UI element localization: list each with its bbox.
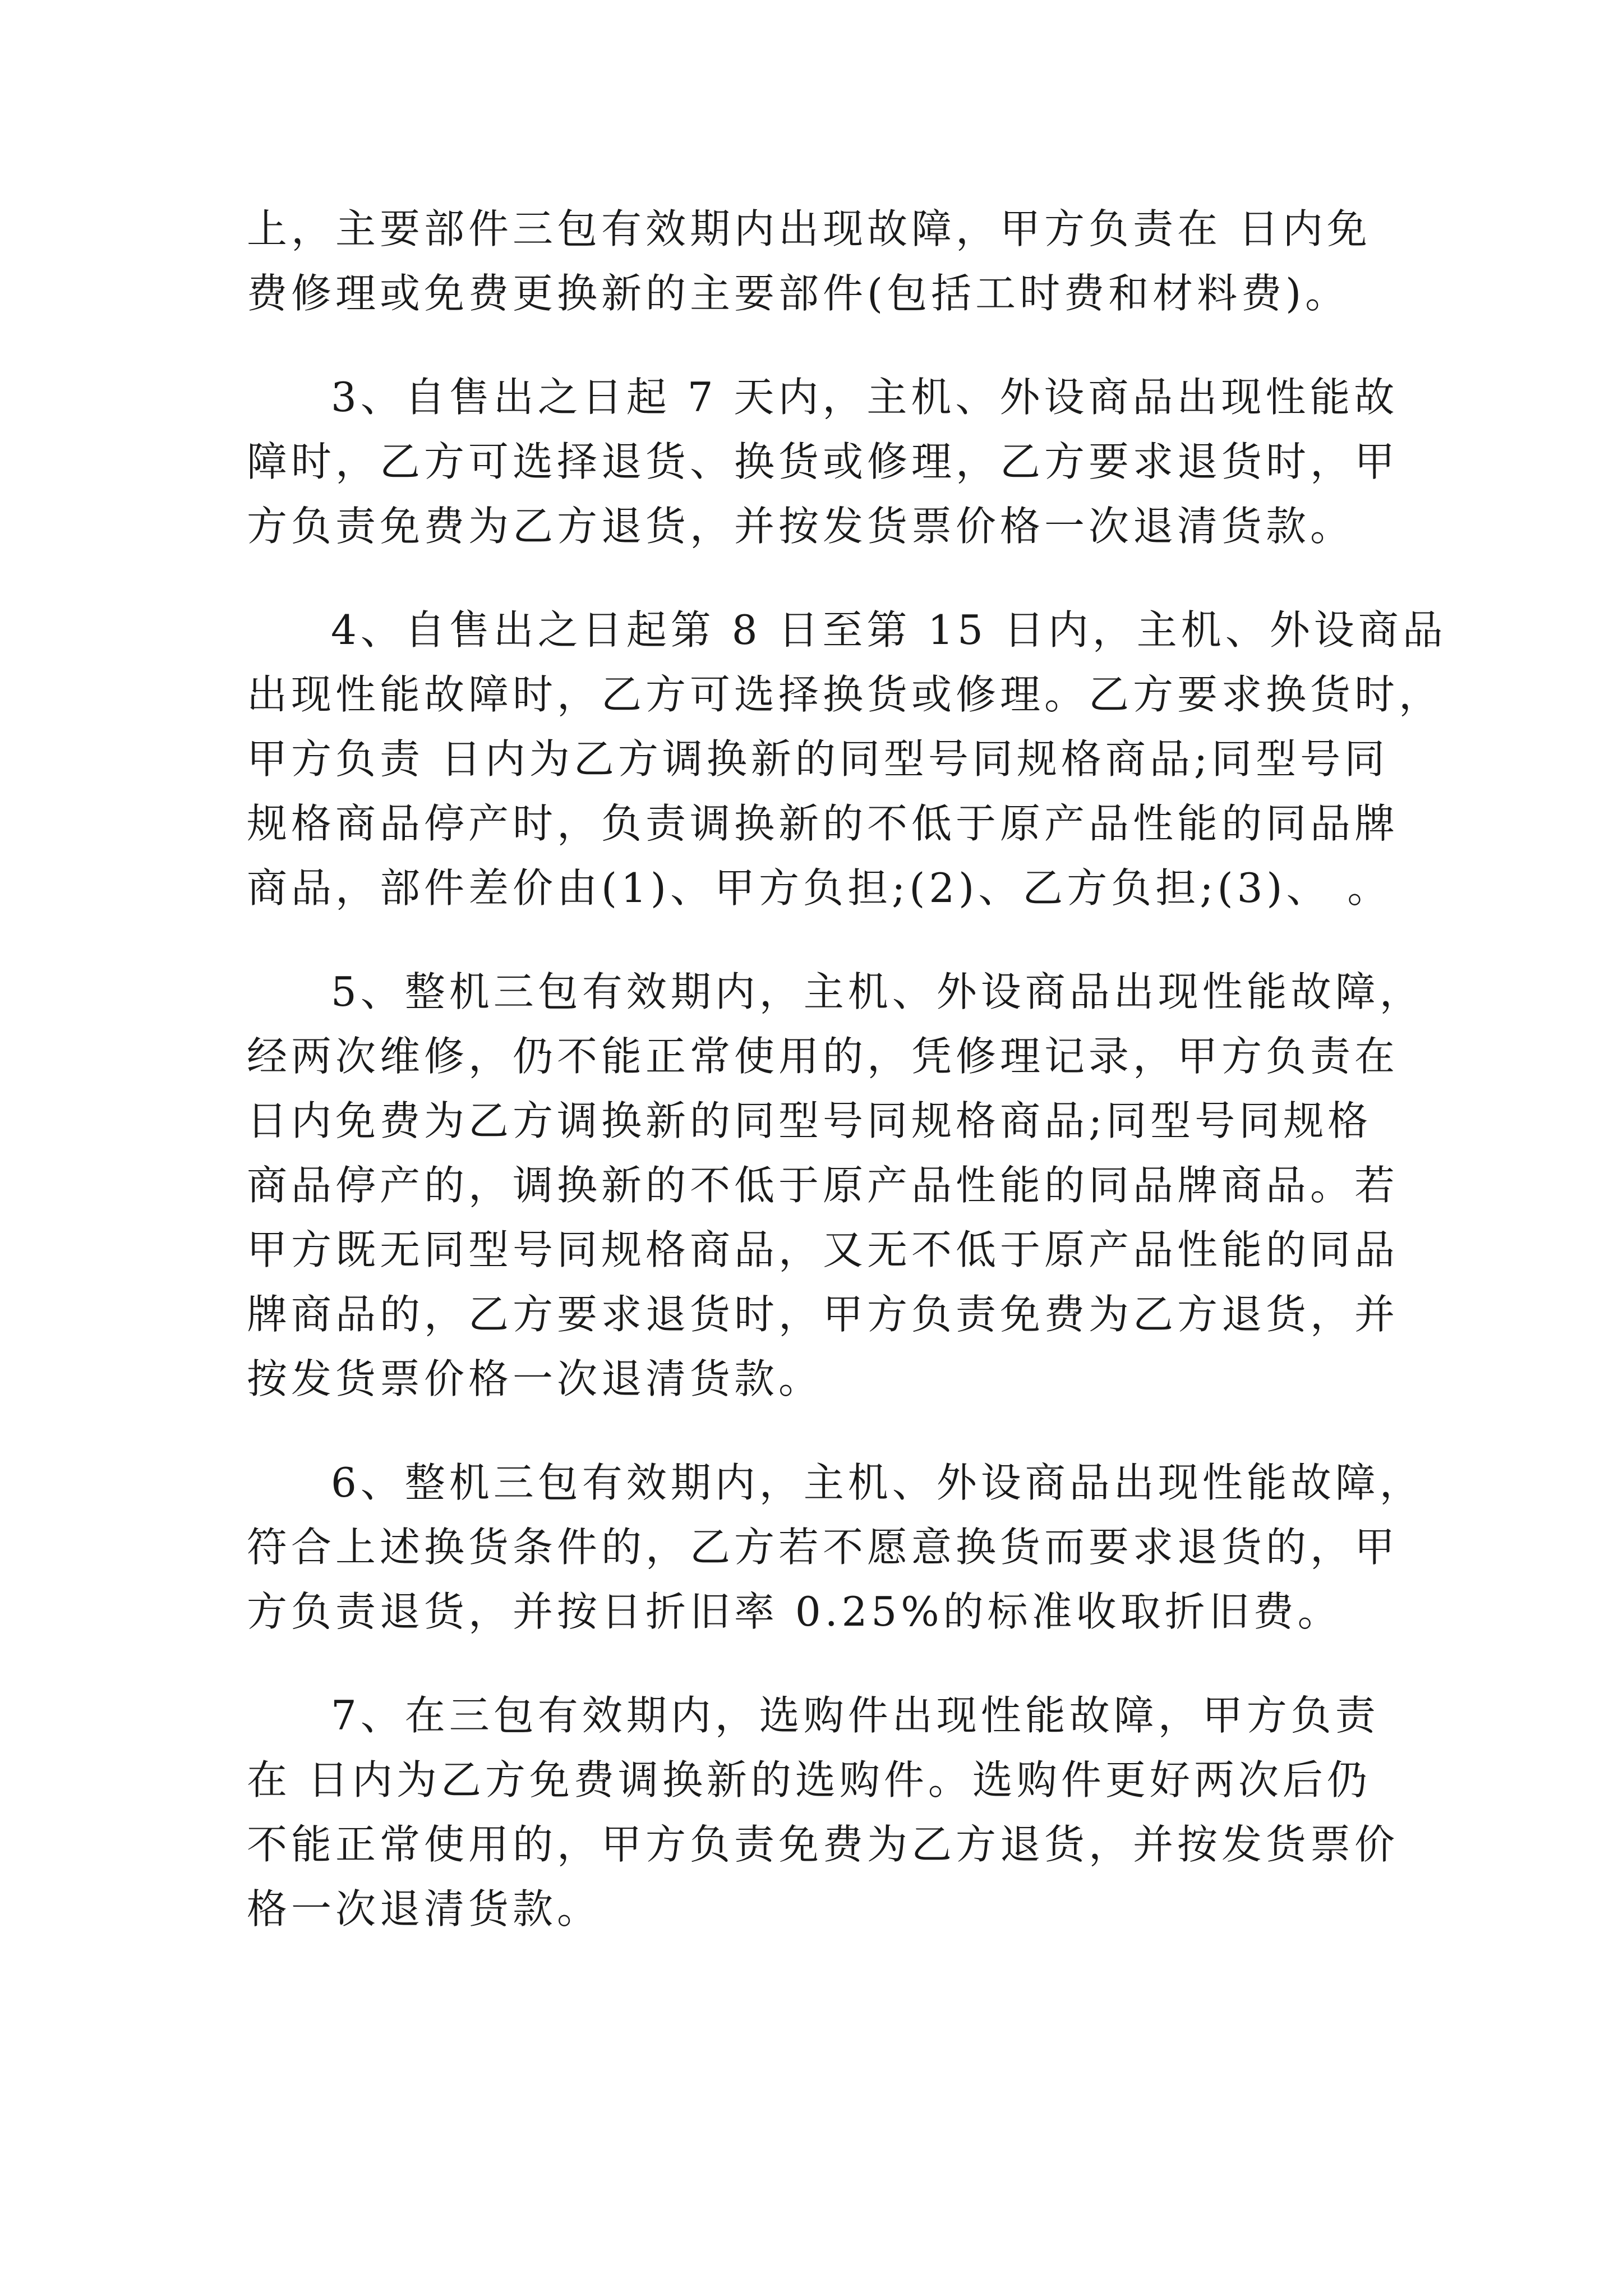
text-line: 上，主要部件三包有效期内出现故障，甲方负责在 日内免 — [247, 205, 1371, 252]
text-line: 3、自售出之日起 7 天内，主机、外设商品出现性能故 — [331, 374, 1399, 421]
text-line: 方负责退货，并按日折旧率 0.25%的标准收取折旧费。 — [247, 1588, 1342, 1635]
text-line: 在 日内为乙方免费调换新的选购件。选购件更好两次后仍 — [247, 1756, 1371, 1803]
text-line: 7、在三包有效期内，选购件出现性能故障，甲方负责 — [331, 1692, 1380, 1739]
text-line: 商品，部件差价由(1)、甲方负担;(2)、乙方负担;(3)、 。 — [247, 864, 1392, 912]
text-line: 符合上述换货条件的，乙方若不愿意换货而要求退货的，甲 — [247, 1524, 1399, 1571]
text-line: 障时，乙方可选择退货、换货或修理，乙方要求退货时，甲 — [247, 438, 1399, 485]
text-line: 不能正常使用的，甲方负责免费为乙方退货，并按发货票价 — [247, 1821, 1399, 1868]
text-line: 日内免费为乙方调换新的同型号同规格商品;同型号同规格 — [247, 1097, 1372, 1144]
text-line: 4、自售出之日起第 8 日至第 15 日内，主机、外设商品 — [331, 606, 1447, 654]
text-line: 甲方既无同型号同规格商品，又无不低于原产品性能的同品 — [247, 1226, 1399, 1273]
text-line: 牌商品的，乙方要求退货时，甲方负责免费为乙方退货，并 — [247, 1291, 1399, 1338]
text-line: 商品停产的，调换新的不低于原产品性能的同品牌商品。若 — [247, 1162, 1399, 1209]
text-line: 5、整机三包有效期内，主机、外设商品出现性能故障， — [331, 968, 1424, 1015]
text-line: 甲方负责 日内为乙方调换新的同型号同规格商品;同型号同 — [247, 735, 1389, 783]
text-line: 出现性能故障时，乙方可选择换货或修理。乙方要求换货时， — [247, 671, 1444, 718]
text-line: 6、整机三包有效期内，主机、外设商品出现性能故障， — [331, 1459, 1424, 1506]
text-line: 费修理或免费更换新的主要部件(包括工时费和材料费)。 — [247, 270, 1350, 317]
text-line: 经两次维修，仍不能正常使用的，凭修理记录，甲方负责在 — [247, 1033, 1399, 1080]
text-line: 方负责免费为乙方退货，并按发货票价格一次退清货款。 — [247, 503, 1355, 550]
text-line: 按发货票价格一次退清货款。 — [247, 1355, 823, 1402]
text-line: 格一次退清货款。 — [247, 1885, 602, 1932]
text-line: 规格商品停产时，负责调换新的不低于原产品性能的同品牌 — [247, 800, 1399, 847]
